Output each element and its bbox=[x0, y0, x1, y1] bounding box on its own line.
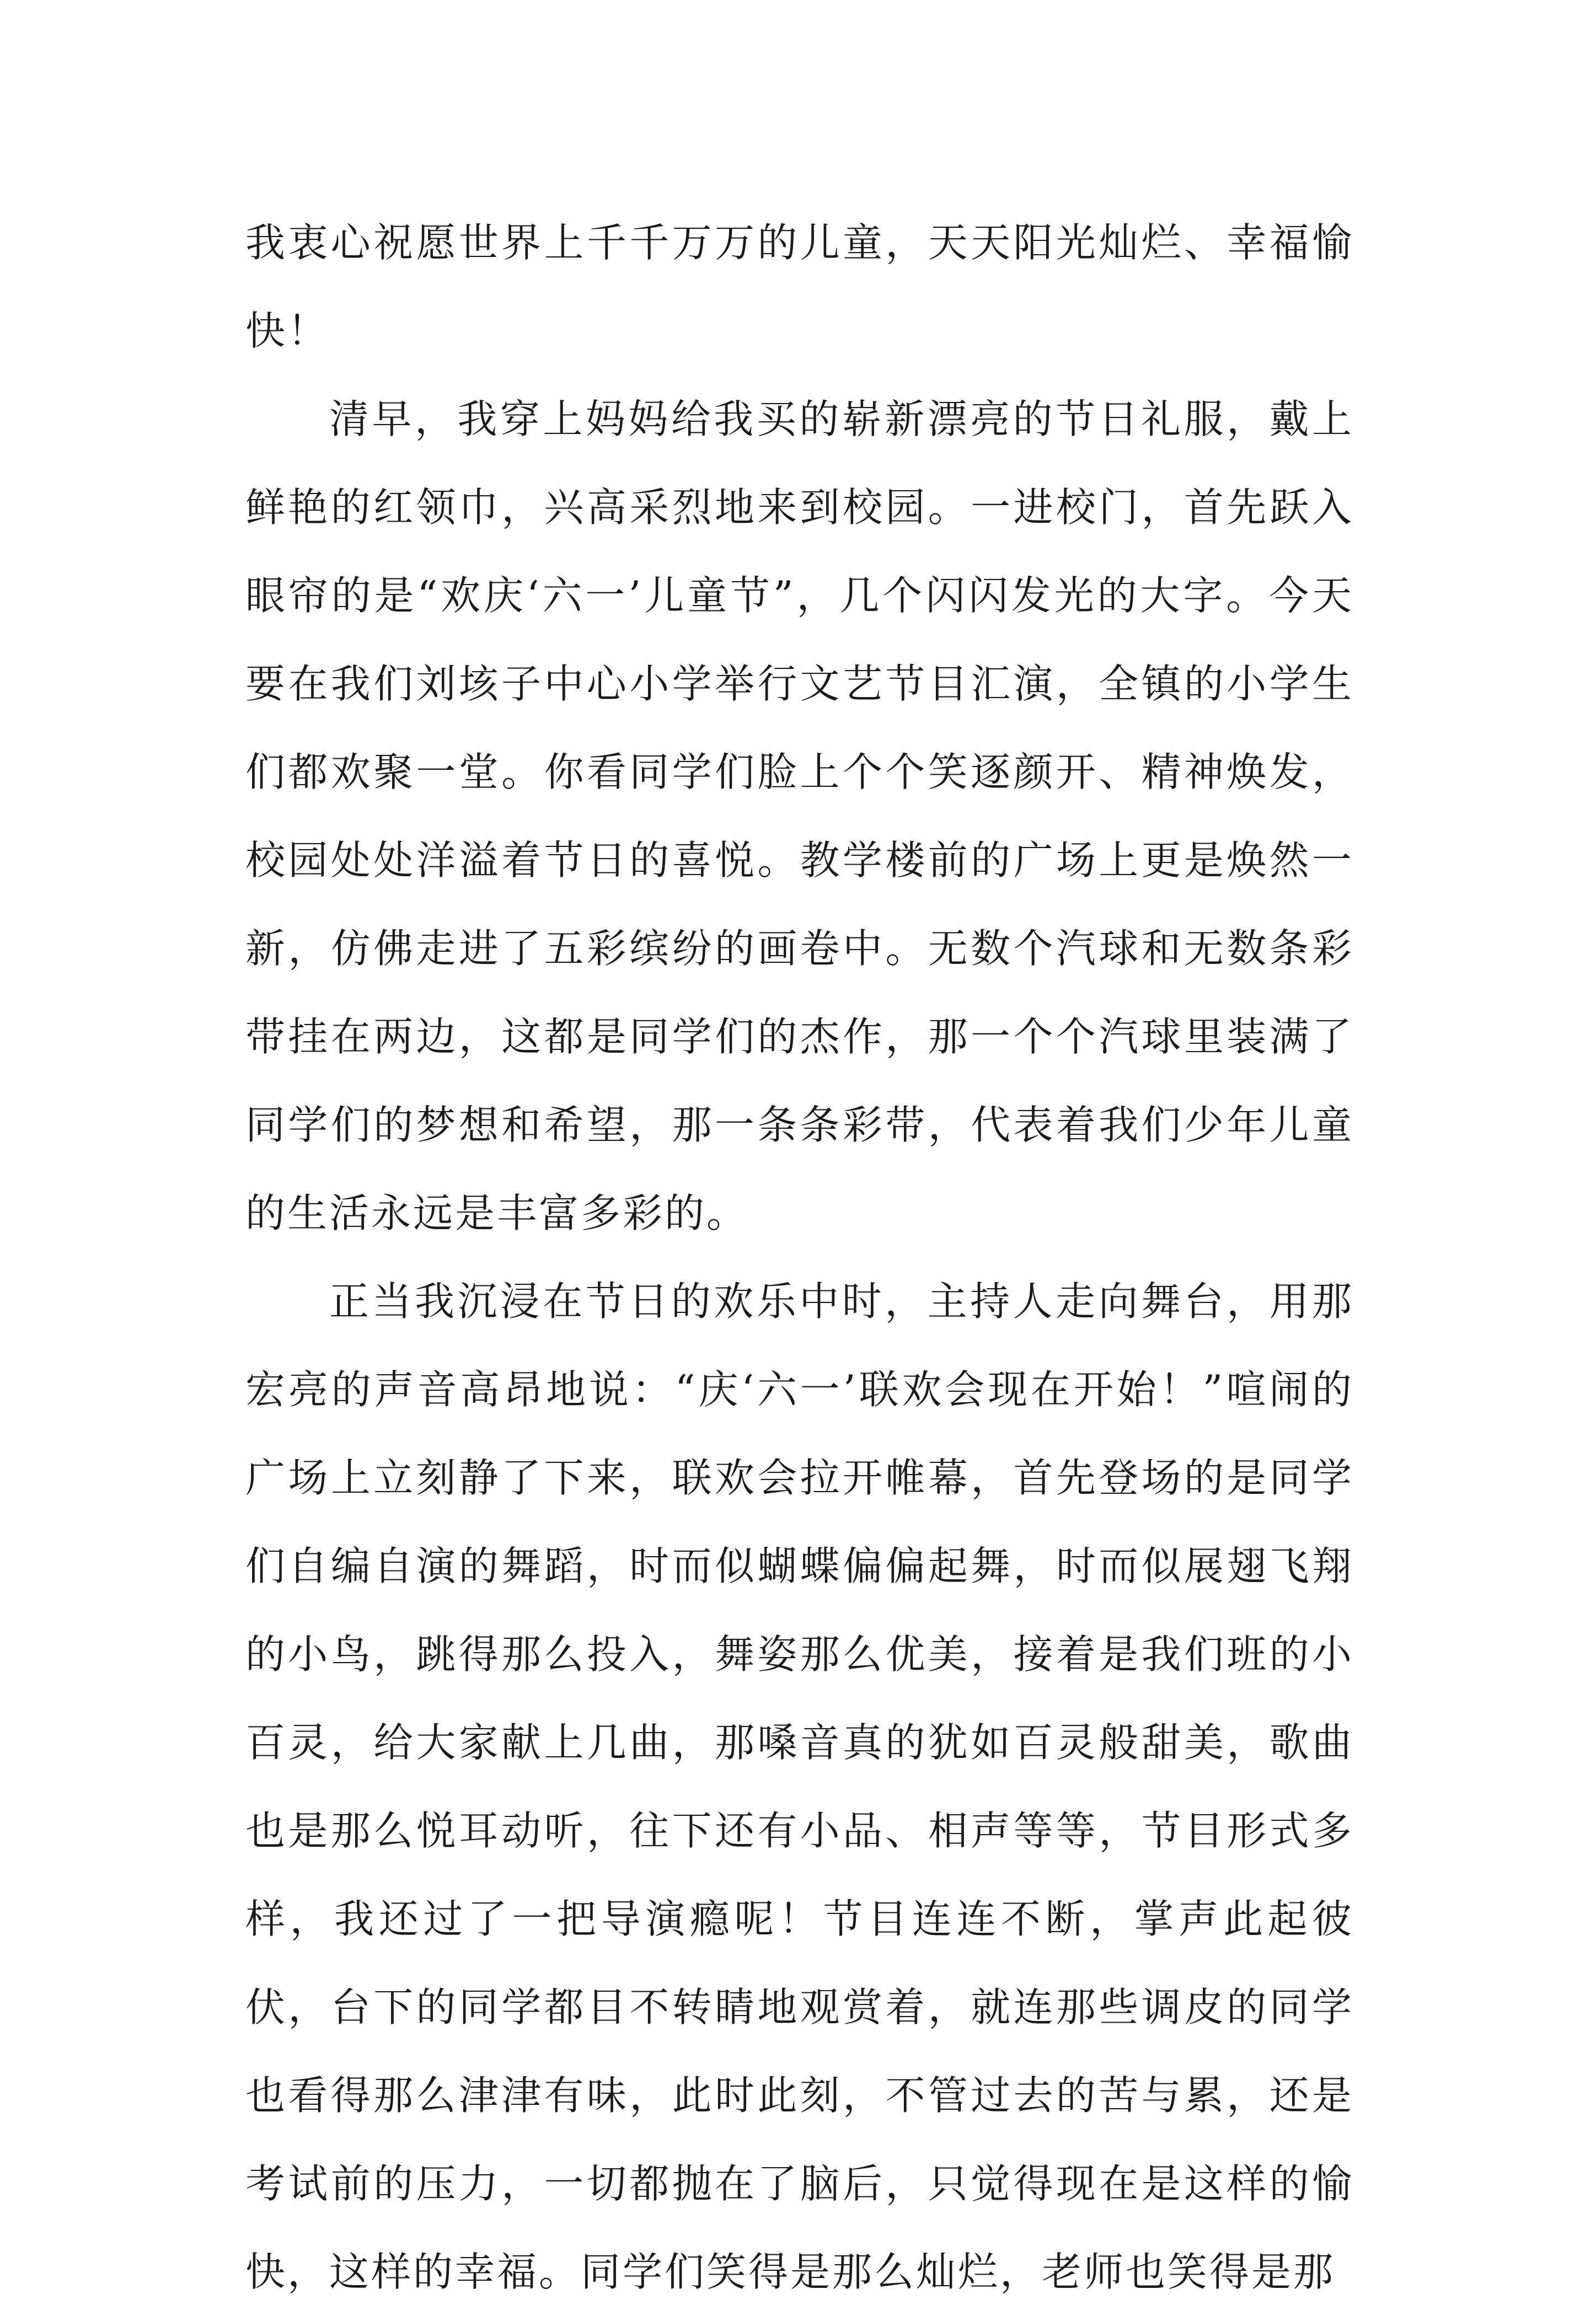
paragraph-3: 正当我沉浸在节日的欢乐中时，主持人走向舞台，用那宏亮的声音高昂地说：“庆‘六一’联欢会现在开始！”喧闹的广场上立刻静了下来，联欢会拉开帷幕，首先登场的是同学们自编自演的舞蹈，时而似蝴蝶偏偏起舞，时而似展翅飞翔的小鸟，跳得那么投入，舞姿那么优美，接着是我们班的小百灵，给大家献上几曲，那嗓音真的犹如百灵般甜美，歌曲也是那么悦耳动听，往下还有小品、相声等等，节目形式多样，我还过了一把导演瘾呢！节目连连不断，掌声此起彼伏，台下的同学都目不转睛地观赏着，就连那些调皮的同学也看得那么津津有味，此时此刻，不管过去的苦与累，还是考试前的压力，一切都抛在了脑后，只觉得现在是这样的愉快，这样的幸福。同学们笑得是那么灿烂，老师也笑得是那 bbox=[245, 1278, 1354, 2295]
paragraph-2: 清早，我穿上妈妈给我买的崭新漂亮的节日礼服，戴上鲜艳的红领巾，兴高采烈地来到校园。一进校门，首先跃入眼帘的是“欢庆‘六一’儿童节”，几个闪闪发光的大字。今天要在我们刘垓子中心小学举行文艺节目汇演，全镇的小学生们都欢聚一堂。你看同学们脸上个个笑逐颜开、精神焕发，校园处处洋溢着节日的喜悦。教学楼前的广场上更是焕然一新，仿佛走进了五彩缤纷的画卷中。无数个汽球和无数条彩带挂在两边，这都是同学们的杰作，那一个个汽球里装满了同学们的梦想和希望，那一条条彩带，代表着我们少年儿童的生活永远是丰富多彩的。 bbox=[245, 396, 1354, 1236]
paragraph-1: 我衷心祝愿世界上千千万万的儿童，天天阳光灿烂、幸福愉快！ bbox=[245, 219, 1354, 354]
document-body bbox=[245, 199, 1354, 2316]
